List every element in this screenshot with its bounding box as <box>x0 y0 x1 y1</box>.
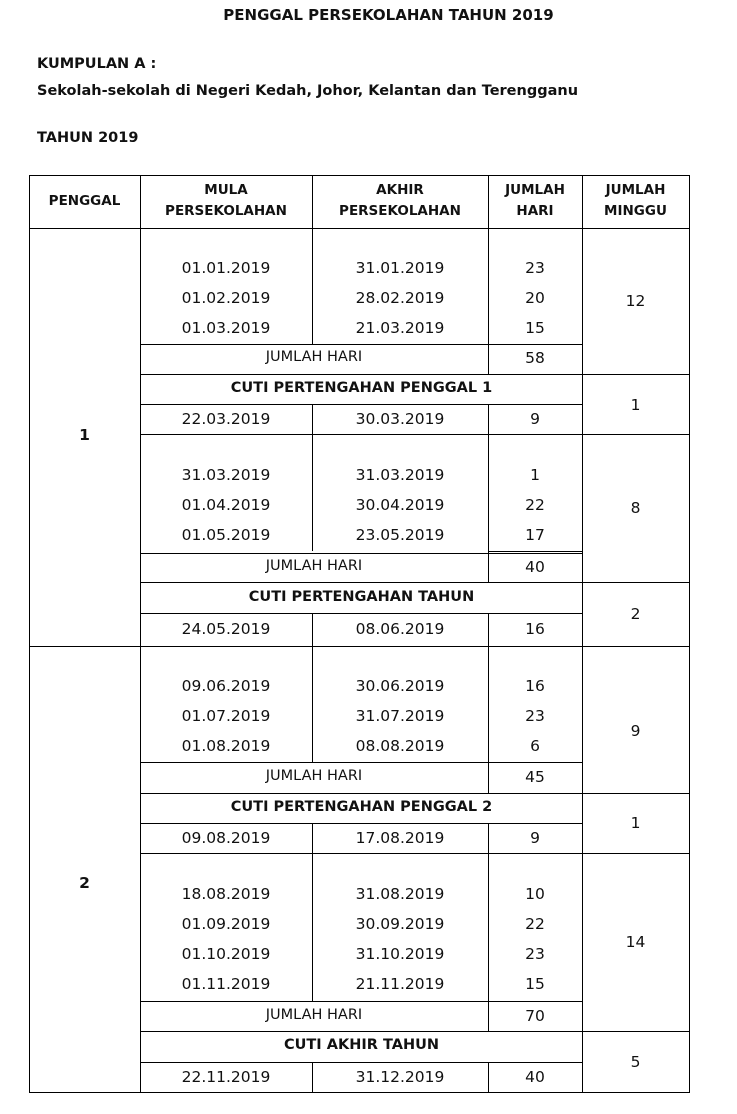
row-akhir: 08.08.2019 <box>355 737 445 755</box>
break-label: CUTI PERTENGAHAN PENGGAL 1 <box>230 380 493 396</box>
break-hari: 9 <box>530 829 540 847</box>
row-mula: 31.03.2019 <box>181 466 271 484</box>
row-mula: 09.06.2019 <box>181 677 271 695</box>
row-mula: 01.07.2019 <box>181 707 271 725</box>
header-mula-2: PERSEKOLAHAN <box>165 203 287 219</box>
header-minggu-2: MINGGU <box>604 203 667 219</box>
jumlah-minggu: 9 <box>630 722 641 740</box>
jumlah-hari-total: 70 <box>525 1007 545 1025</box>
page-title: PENGGAL PERSEKOLAHAN TAHUN 2019 <box>223 6 554 24</box>
header-akhir-1: AKHIR <box>376 182 424 198</box>
row-hari: 23 <box>525 945 545 963</box>
row-akhir: 31.01.2019 <box>355 259 445 277</box>
row-akhir: 30.09.2019 <box>355 915 445 933</box>
header-minggu-1: JUMLAH <box>605 182 666 198</box>
jumlah-minggu: 2 <box>630 605 641 623</box>
row-mula: 01.08.2019 <box>181 737 271 755</box>
penggal-2: 2 <box>79 874 90 892</box>
row-mula: 01.04.2019 <box>181 496 271 514</box>
row-mula: 01.09.2019 <box>181 915 271 933</box>
row-akhir: 31.10.2019 <box>355 945 445 963</box>
jumlah-hari-label: JUMLAH HARI <box>265 558 363 574</box>
row-mula: 01.10.2019 <box>181 945 271 963</box>
header-mula-1: MULA <box>204 182 248 198</box>
break-akhir: 08.06.2019 <box>355 620 445 638</box>
row-mula: 01.02.2019 <box>181 289 271 307</box>
jumlah-minggu: 5 <box>630 1053 641 1071</box>
row-mula: 01.01.2019 <box>181 259 271 277</box>
header-akhir-2: PERSEKOLAHAN <box>339 203 461 219</box>
break-label: CUTI PERTENGAHAN PENGGAL 2 <box>230 799 493 815</box>
row-mula: 01.11.2019 <box>181 975 271 993</box>
row-hari: 17 <box>525 526 545 544</box>
row-mula: 01.05.2019 <box>181 526 271 544</box>
row-akhir: 28.02.2019 <box>355 289 445 307</box>
row-hari: 23 <box>525 707 545 725</box>
row-akhir: 30.06.2019 <box>355 677 445 695</box>
break-label: CUTI AKHIR TAHUN <box>284 1037 439 1053</box>
row-hari: 1 <box>530 466 540 484</box>
row-hari: 10 <box>525 885 545 903</box>
jumlah-hari-label: JUMLAH HARI <box>265 768 363 784</box>
row-akhir: 23.05.2019 <box>355 526 445 544</box>
row-akhir: 31.07.2019 <box>355 707 445 725</box>
row-akhir: 21.03.2019 <box>355 319 445 337</box>
jumlah-minggu: 1 <box>630 814 641 832</box>
break-mula: 24.05.2019 <box>181 620 271 638</box>
break-hari: 16 <box>525 620 545 638</box>
row-hari: 20 <box>525 289 545 307</box>
row-mula: 18.08.2019 <box>181 885 271 903</box>
header-hari-2: HARI <box>516 203 554 219</box>
break-hari: 9 <box>530 410 540 428</box>
break-hari: 40 <box>525 1068 545 1086</box>
break-mula: 22.03.2019 <box>181 410 271 428</box>
jumlah-hari-total: 40 <box>525 558 545 576</box>
break-label: CUTI PERTENGAHAN TAHUN <box>248 589 475 605</box>
year-label: TAHUN 2019 <box>37 130 139 146</box>
jumlah-hari-label: JUMLAH HARI <box>265 1007 363 1023</box>
row-akhir: 31.03.2019 <box>355 466 445 484</box>
row-hari: 16 <box>525 677 545 695</box>
header-hari-1: JUMLAH <box>505 182 565 198</box>
jumlah-minggu: 12 <box>625 292 646 310</box>
row-mula: 01.03.2019 <box>181 319 271 337</box>
row-hari: 15 <box>525 319 545 337</box>
jumlah-minggu: 8 <box>630 499 641 517</box>
row-akhir: 30.04.2019 <box>355 496 445 514</box>
jumlah-hari-label: JUMLAH HARI <box>265 349 363 365</box>
row-hari: 15 <box>525 975 545 993</box>
header-penggal: PENGGAL <box>48 193 121 209</box>
jumlah-minggu: 14 <box>625 933 646 951</box>
group-states: Sekolah-sekolah di Negeri Kedah, Johor, Kelantan dan Terengganu <box>37 83 579 99</box>
jumlah-minggu: 1 <box>630 396 641 414</box>
jumlah-hari-total: 58 <box>525 349 545 367</box>
row-hari: 22 <box>525 496 545 514</box>
break-akhir: 17.08.2019 <box>355 829 445 847</box>
break-akhir: 30.03.2019 <box>355 410 445 428</box>
row-hari: 6 <box>530 737 540 755</box>
break-mula: 22.11.2019 <box>181 1068 271 1086</box>
row-hari: 22 <box>525 915 545 933</box>
row-akhir: 21.11.2019 <box>355 975 445 993</box>
jumlah-hari-total: 45 <box>525 768 545 786</box>
break-akhir: 31.12.2019 <box>355 1068 445 1086</box>
penggal-1: 1 <box>79 426 90 444</box>
row-hari: 23 <box>525 259 545 277</box>
row-akhir: 31.08.2019 <box>355 885 445 903</box>
group-label: KUMPULAN A : <box>37 56 157 72</box>
break-mula: 09.08.2019 <box>181 829 271 847</box>
